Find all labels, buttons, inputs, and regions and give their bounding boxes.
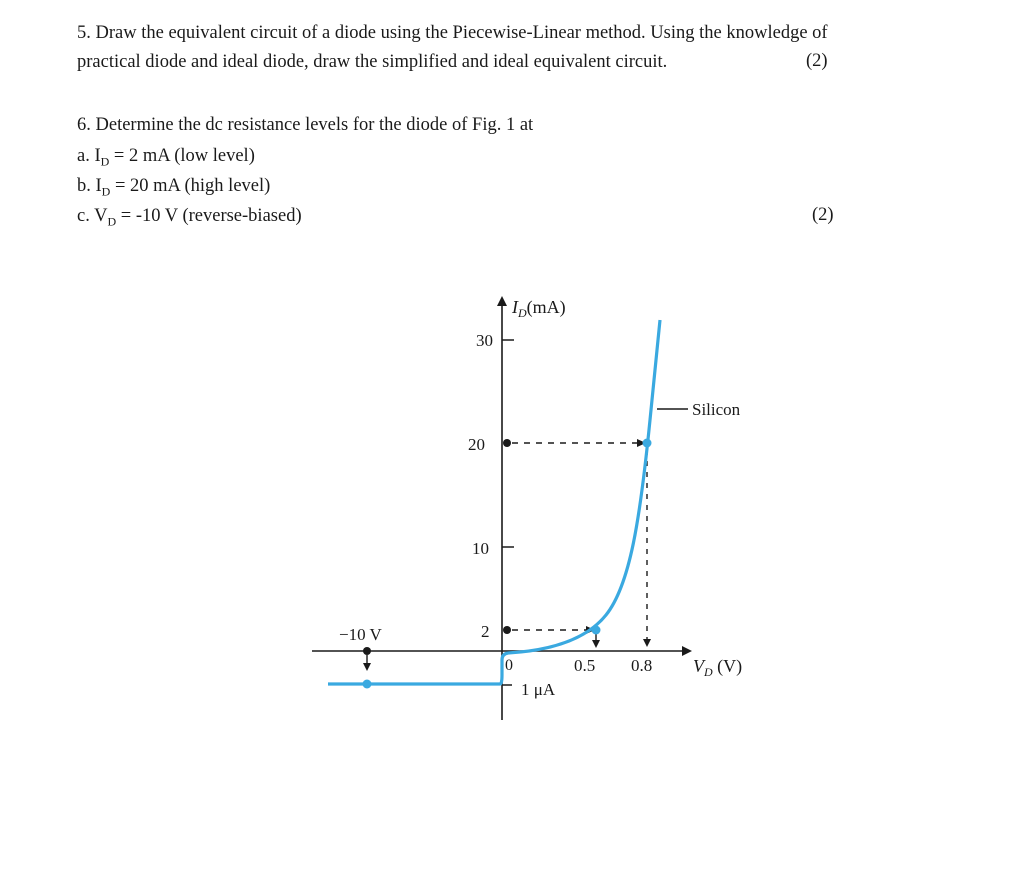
x-axis-label: $V_D$ (V) [693,656,743,679]
curve-point-2mA [592,626,601,635]
q5-line-1: 5. Draw the equivalent circuit of a diode using the Piecewise-Linear method. Using the knowledge of [77,23,828,43]
q5-line-2: practical diode and ideal diode, draw the simplified and ideal equivalent circuit. [77,52,668,72]
y-axis-label: $I_D(mA)$ [512,297,566,320]
y-tick-label-30: 30 [476,331,493,350]
q5-marks: (2) [806,51,828,71]
q6-part-a: a. $I_D = 2$ mA (low level) [77,146,255,169]
q6-part-c: c. $V_D = -10$ V (reverse-biased) [77,206,302,229]
y-tick-label-10: 10 [472,539,489,558]
guide-0-5V-arrow [592,640,600,648]
q6-marks: (2) [812,205,834,225]
leakage-label: 1 μA [521,680,556,699]
y-point-20 [503,439,511,447]
x-tick-label-0-5: 0.5 [574,656,596,675]
y-point-2 [503,626,511,634]
silicon-label: Silicon [692,400,741,419]
neg10V-label: −10 V [339,625,382,644]
curve-point-neg10V [363,680,372,689]
q6-part-b: b. $I_D = 20$ mA (high level) [77,176,271,199]
origin-label: 0 [505,657,513,674]
neg10V-point [363,647,371,655]
neg10V-arrow [363,663,371,671]
q6-intro: 6. Determine the dc resistance levels for the diode of Fig. 1 at [77,115,534,135]
guide-0-8V-arrow [643,639,651,647]
y-axis-arrow [497,296,507,306]
y-tick-label-2: 2 [481,622,490,641]
x-tick-label-0-8: 0.8 [631,656,653,675]
y-tick-label-20: 20 [468,435,485,454]
x-axis-arrow [682,646,692,656]
curve-point-20mA [643,439,652,448]
